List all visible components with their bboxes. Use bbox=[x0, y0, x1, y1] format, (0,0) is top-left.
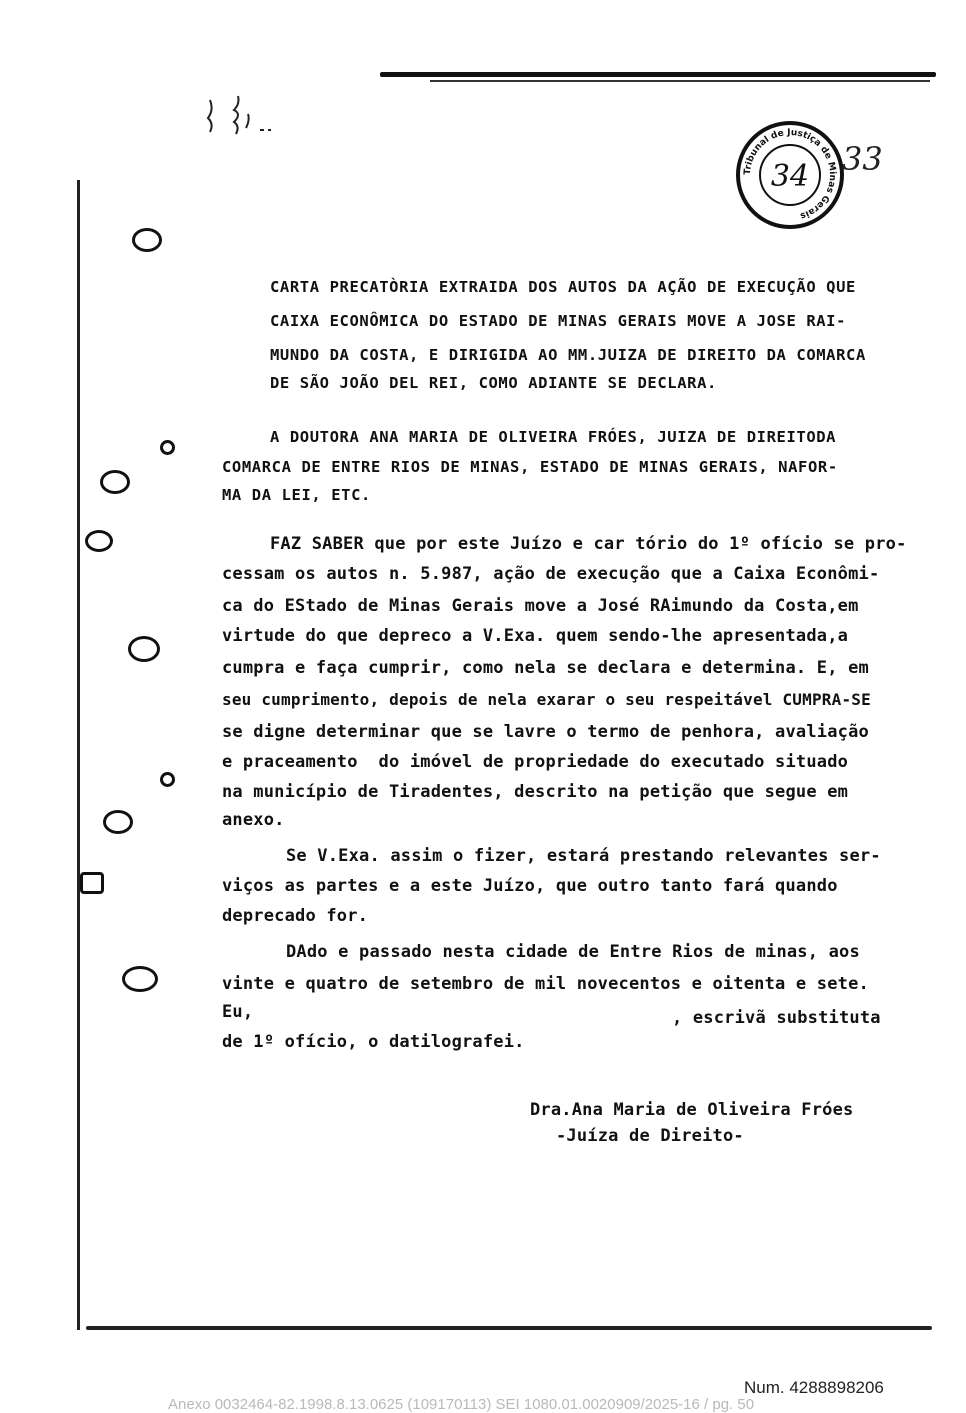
para2-line: Se V.Exa. assim o fizer, estará prestando relevantes ser- bbox=[286, 846, 881, 866]
punch-hole bbox=[80, 872, 104, 894]
body-line: ca do EStado de Minas Gerais move a José RAimundo da Costa,em bbox=[222, 596, 859, 616]
para3-line: vinte e quatro de setembro de mil novecentos e oitenta e sete. bbox=[222, 974, 869, 994]
body-line: cumpra e faça cumprir, como nela se declara e determina. E, em bbox=[222, 658, 869, 678]
intro-line: COMARCA DE ENTRE RIOS DE MINAS, ESTADO DE MINAS GERAIS, NAFOR- bbox=[222, 458, 838, 476]
court-seal bbox=[735, 120, 845, 230]
scan-top-border bbox=[380, 72, 936, 77]
header-line: CARTA PRECATÒRIA EXTRAIDA DOS AUTOS DA AÇÃO DE EXECUÇÃO QUE bbox=[270, 278, 856, 296]
signature-name: Dra.Ana Maria de Oliveira Fróes bbox=[530, 1100, 854, 1120]
scan-left-border bbox=[77, 180, 80, 1330]
punch-hole bbox=[85, 530, 113, 552]
punch-hole bbox=[122, 966, 158, 992]
body-line: virtude do que depreco a V.Exa. quem sendo-lhe apresentada,a bbox=[222, 626, 849, 646]
closing-escriva: , escrivã substituta bbox=[672, 1008, 881, 1028]
scan-bottom-border bbox=[86, 1326, 932, 1330]
signature-title: -Juíza de Direito- bbox=[556, 1126, 744, 1146]
para3-line: DAdo e passado nesta cidade de Entre Rios de minas, aos bbox=[286, 942, 860, 962]
scan-top-border-secondary bbox=[430, 80, 930, 82]
closing-last: de 1º ofício, o datilografei. bbox=[222, 1032, 525, 1052]
body-line: FAZ SABER que por este Juízo e car tório do 1º ofício se pro- bbox=[270, 534, 907, 554]
body-line: na município de Tiradentes, descrito na petição que segue em bbox=[222, 782, 849, 802]
para2-line: deprecado for. bbox=[222, 906, 369, 926]
document-reference: Anexo 0032464-82.1998.8.13.0625 (109170113) SEI 1080.01.0020909/2025-16 / pg. 50 bbox=[168, 1396, 755, 1413]
header-line: CAIXA ECONÔMICA DO ESTADO DE MINAS GERAIS MOVE A JOSE RAI- bbox=[270, 312, 847, 330]
punch-hole bbox=[100, 470, 130, 494]
seal-number: 34 bbox=[770, 159, 810, 194]
intro-line: MA DA LEI, ETC. bbox=[222, 486, 371, 504]
body-line: e praceamento do imóvel de propriedade do executado situado bbox=[222, 752, 849, 772]
handwritten-page-number: 33 bbox=[842, 140, 883, 178]
punch-hole bbox=[103, 810, 133, 834]
seal-ring-text: Tribunal de Justiça de Minas Gerais bbox=[742, 127, 838, 221]
punch-hole bbox=[160, 772, 175, 787]
header-line: MUNDO DA COSTA, E DIRIGIDA AO MM.JUIZA DE DIREITO DA COMARCA bbox=[270, 346, 866, 364]
document-number: Num. 4288898206 bbox=[744, 1378, 884, 1397]
body-line: anexo. bbox=[222, 810, 285, 830]
para2-line: viços as partes e a este Juízo, que outro tanto fará quando bbox=[222, 876, 838, 896]
punch-hole bbox=[128, 636, 160, 662]
punch-hole bbox=[160, 440, 175, 455]
body-line: cessam os autos n. 5.987, ação de execução que a Caixa Econômi- bbox=[222, 564, 880, 584]
intro-line: A DOUTORA ANA MARIA DE OLIVEIRA FRÓES, JUIZA DE DIREITODA bbox=[270, 428, 837, 446]
body-line: se digne determinar que se lavre o termo de penhora, avaliação bbox=[222, 722, 869, 742]
handwritten-marks bbox=[200, 92, 290, 142]
closing-eu: Eu, bbox=[222, 1002, 254, 1022]
punch-hole bbox=[132, 228, 162, 252]
body-line: seu cumprimento, depois de nela exarar o seu respeitável CUMPRA-SE bbox=[222, 690, 871, 709]
header-line: DE SÃO JOÃO DEL REI, COMO ADIANTE SE DECLARA. bbox=[270, 374, 717, 392]
